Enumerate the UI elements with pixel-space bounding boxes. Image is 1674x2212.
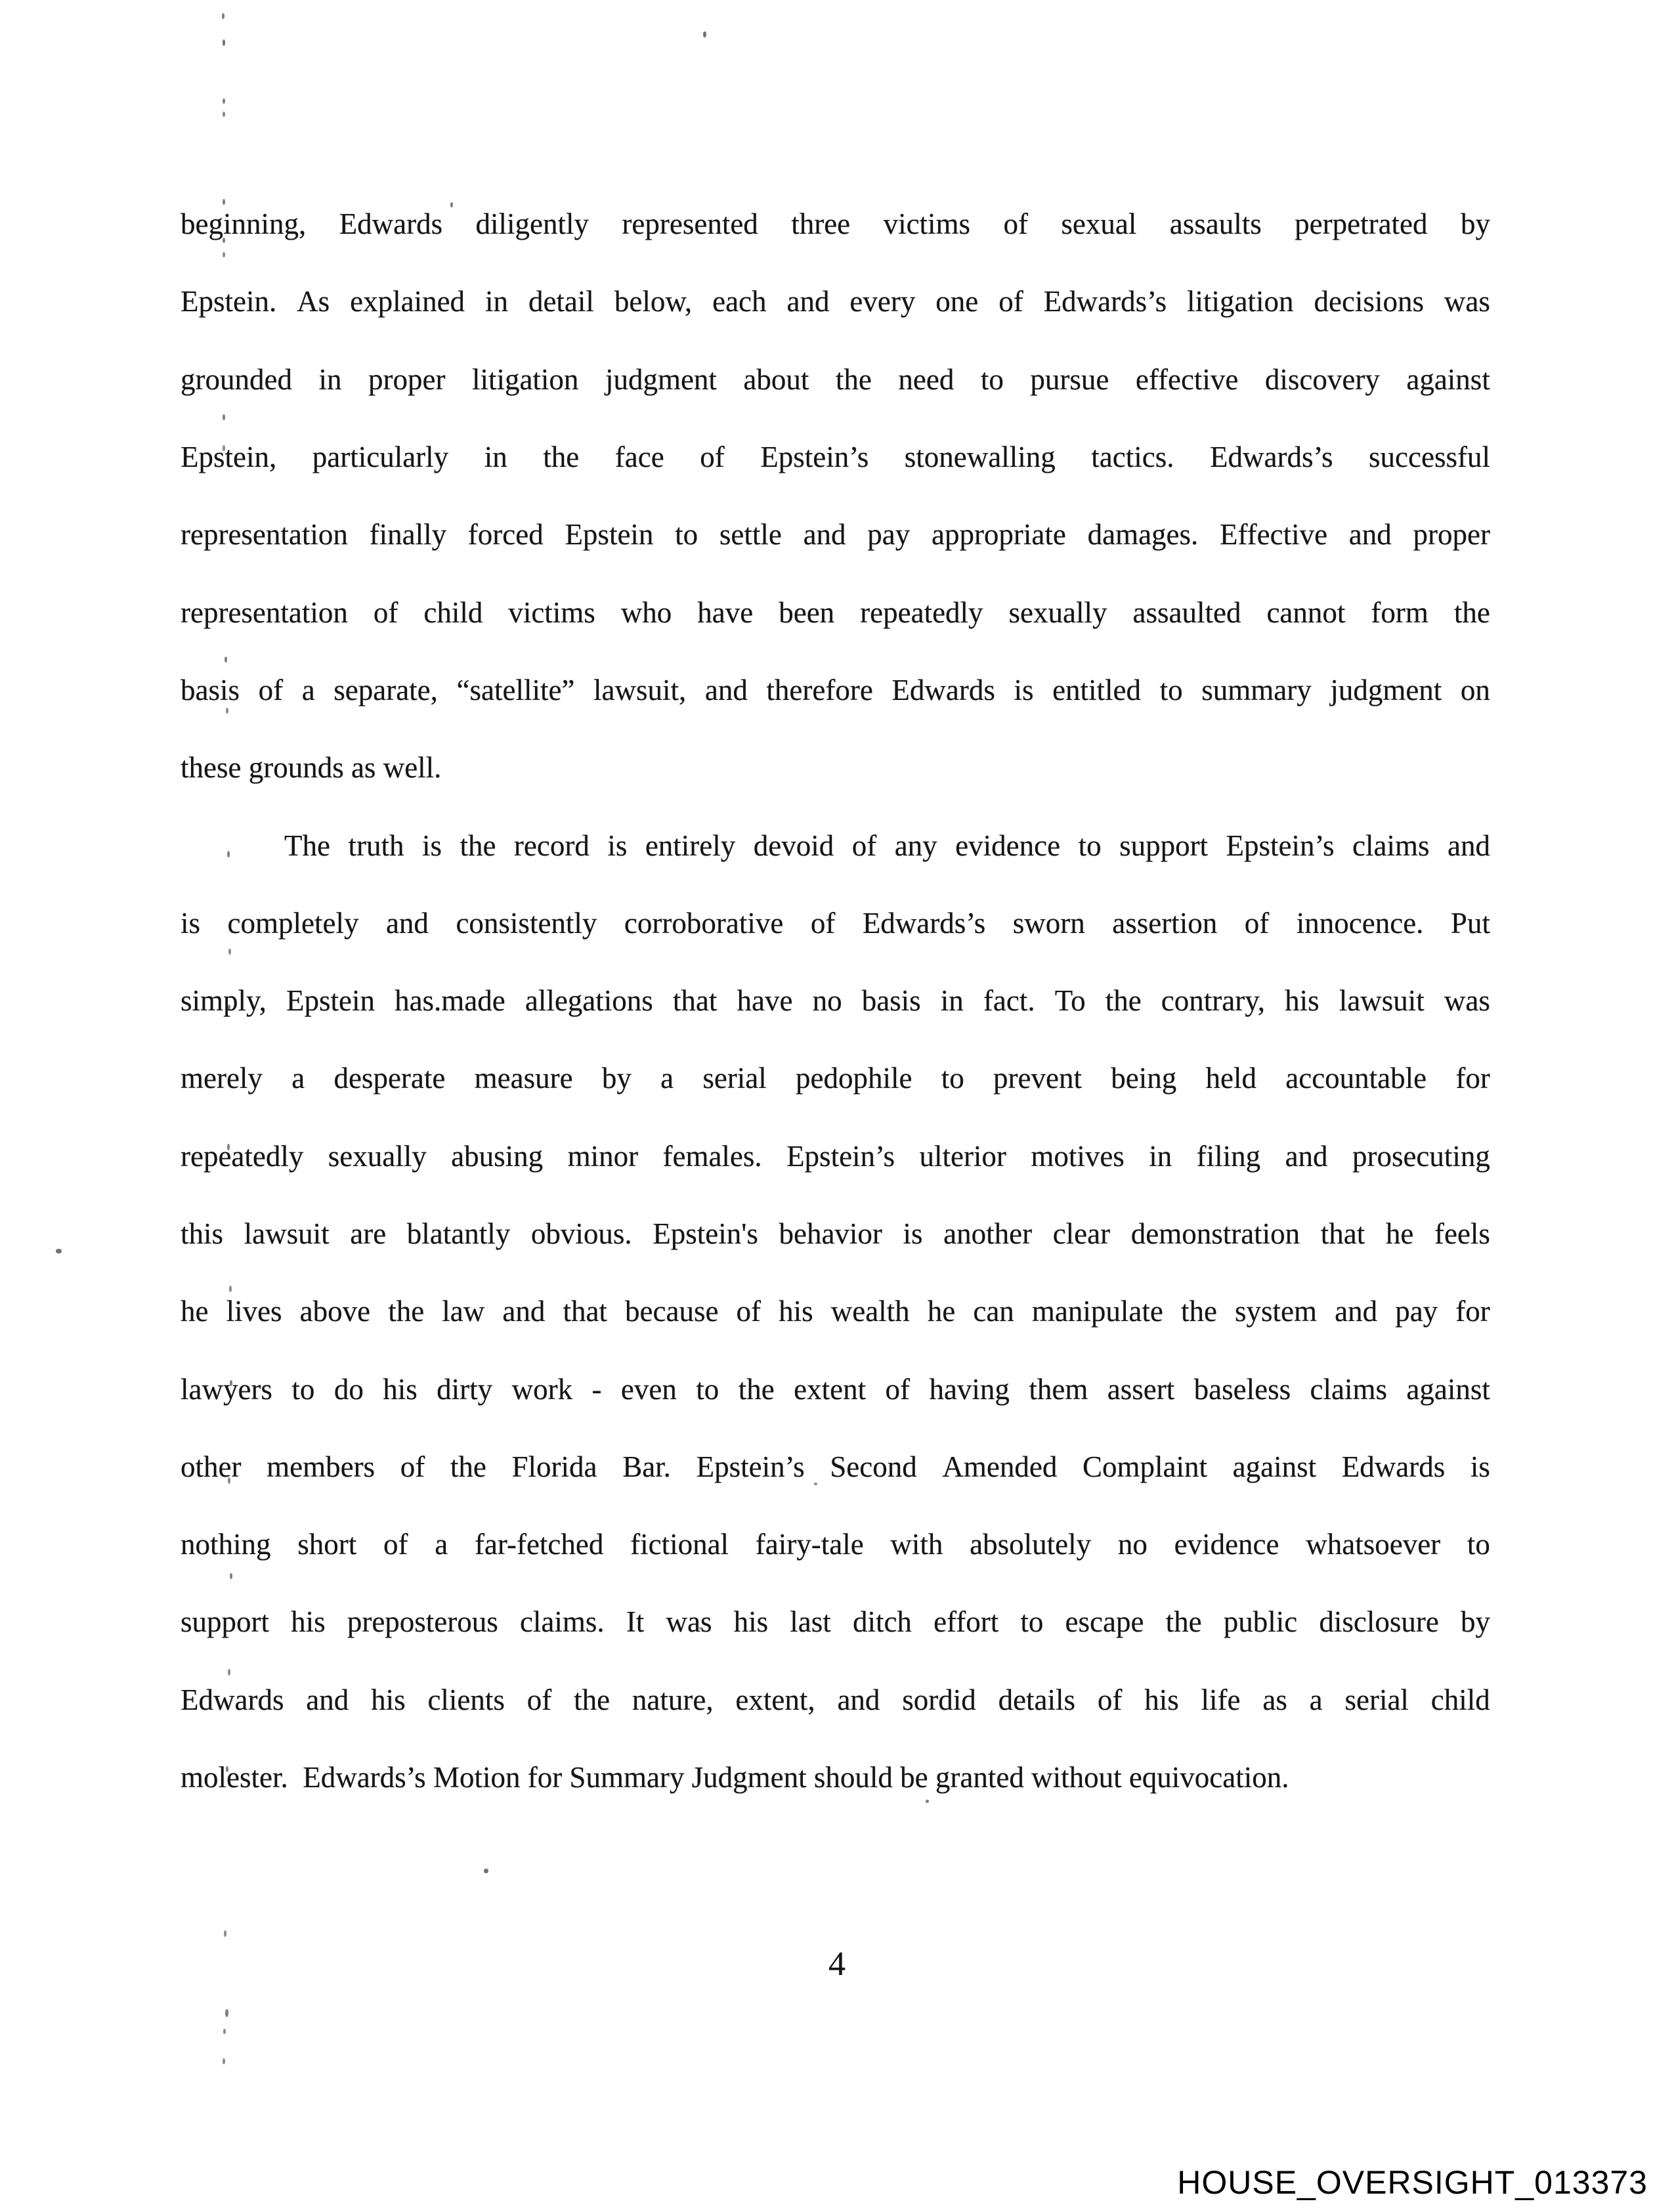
scan-artifact bbox=[223, 98, 225, 104]
text-line: simply, Epstein has.made allegations that have no basis in fact. To the contrary, his lawsuit was bbox=[181, 984, 1490, 1018]
text-line: Epstein, particularly in the face of Epstein’s stonewalling tactics. Edwards’s successful bbox=[181, 441, 1490, 474]
text-line: other members of the Florida Bar. Epstein’s Second Amended Complaint against Edwards is bbox=[181, 1450, 1490, 1483]
text-line: representation of child victims who have been repeatedly sexually assaulted cannot form the bbox=[181, 596, 1490, 629]
scan-artifact bbox=[484, 1869, 488, 1873]
text-line: is completely and consistently corroborative of Edwards’s sworn assertion of innocence. Put bbox=[181, 906, 1490, 940]
text-line: basis of a separate, “satellite” lawsuit, and therefore Edwards is entitled to summary judgment on bbox=[181, 673, 1490, 706]
text-line: Edwards and his clients of the nature, extent, and sordid details of his life as a serial child bbox=[181, 1683, 1490, 1716]
scan-artifact bbox=[224, 1930, 226, 1937]
text-line: this lawsuit are blatantly obvious. Epstein's behavior is another clear demonstration that he feels bbox=[181, 1217, 1490, 1250]
text-line: support his preposterous claims. It was his last ditch effort to escape the public disclosure by bbox=[181, 1605, 1490, 1639]
text-line: Epstein. As explained in detail below, each and every one of Edwards’s litigation decisions was bbox=[181, 285, 1490, 318]
text-line: merely a desperate measure by a serial pedophile to prevent being held accountable for bbox=[181, 1062, 1490, 1095]
scan-artifact bbox=[223, 112, 225, 117]
text-line: repeatedly sexually abusing minor females. Epstein’s ulterior motives in filing and prosecuting bbox=[181, 1139, 1490, 1173]
text-line: representation finally forced Epstein to settle and pay appropriate damages. Effective and proper bbox=[181, 518, 1490, 552]
text-line: beginning, Edwards diligently represented three victims of sexual assaults perpetrated by bbox=[181, 207, 1490, 241]
scan-artifact bbox=[703, 32, 706, 37]
text-line: he lives above the law and that because of his wealth he can manipulate the system and pay for bbox=[181, 1295, 1490, 1328]
text-line: nothing short of a far-fetched fictional fairy-tale with absolutely no evidence whatsoever to bbox=[181, 1528, 1490, 1561]
scan-artifact bbox=[56, 1249, 62, 1253]
text-line: these grounds as well. bbox=[181, 751, 442, 785]
scan-artifact bbox=[223, 2058, 225, 2064]
scan-artifact bbox=[223, 39, 225, 46]
scan-artifact bbox=[225, 2009, 228, 2017]
scan-artifact bbox=[223, 2029, 226, 2034]
text-line: molester. Edwards’s Motion for Summary Judgment should be granted without equivocation. bbox=[181, 1760, 1289, 1794]
text-line: The truth is the record is entirely devoid of any evidence to support Epstein’s claims and bbox=[284, 829, 1490, 862]
scan-artifact bbox=[222, 13, 225, 19]
bates-stamp: HOUSE_OVERSIGHT_013373 bbox=[1177, 2164, 1648, 2201]
text-line: lawyers to do his dirty work - even to the extent of having them assert baseless claims against bbox=[181, 1372, 1490, 1406]
page-number: 4 bbox=[828, 1945, 846, 1983]
text-line: grounded in proper litigation judgment about the need to pursue effective discovery against bbox=[181, 362, 1490, 396]
body-text bbox=[181, 185, 1490, 1816]
